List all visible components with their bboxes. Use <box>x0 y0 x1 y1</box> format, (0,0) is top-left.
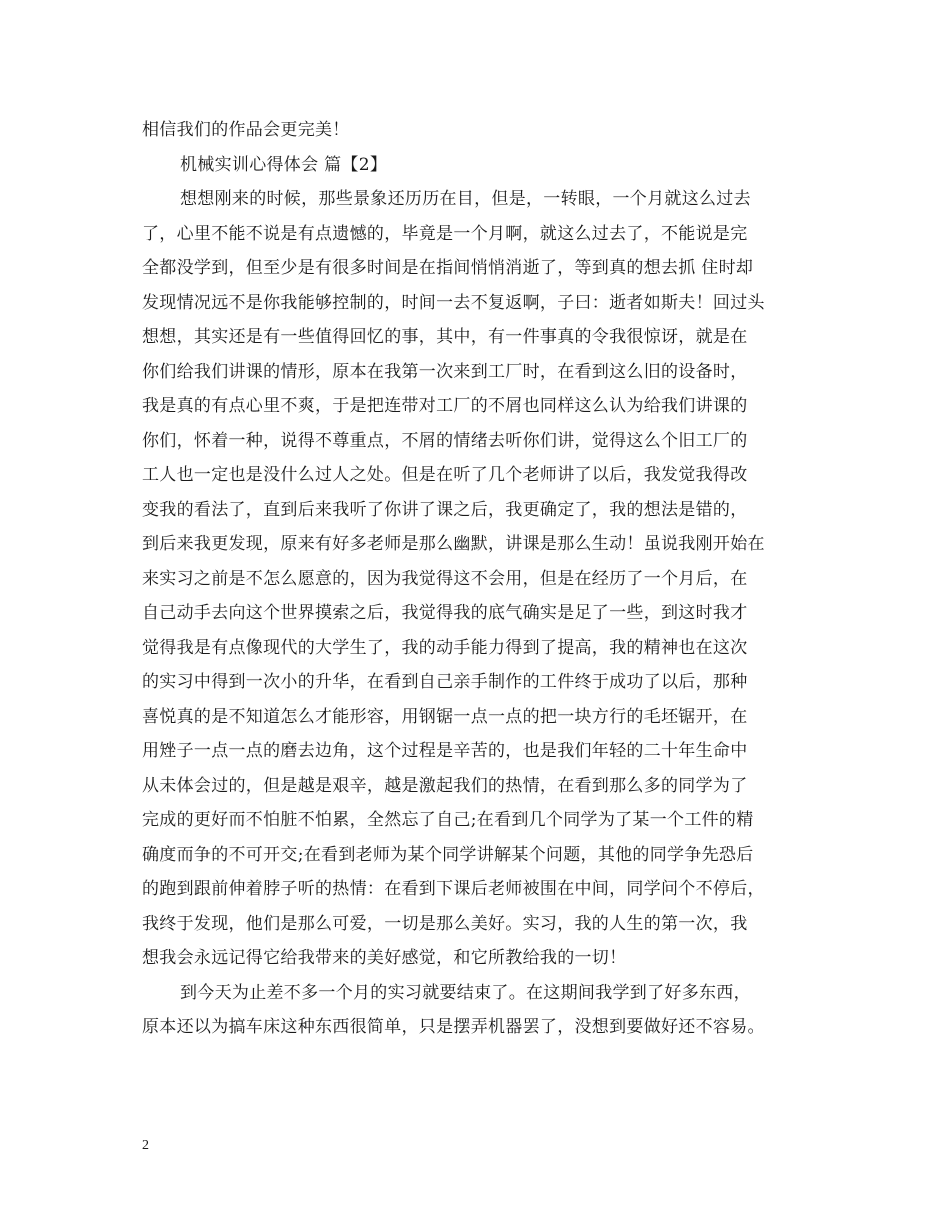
text-line: 我是真的有点心里不爽，于是把连带对工厂的不屑也同样这么认为给我们讲课的 <box>142 396 748 416</box>
text-line: 原本还以为搞车床这种东西很简单，只是摆弄机器罢了，没想到要做好还不容易。 <box>142 1017 765 1037</box>
document-body <box>142 113 832 1045</box>
text-line: 相信我们的作品会更完美！ <box>142 120 350 140</box>
text-line: 来实习之前是不怎么愿意的，因为我觉得这不会用，但是在经历了一个月后，在 <box>142 568 748 589</box>
text-line: 发现情况远不是你我能够控制的，时间一去不复返啊，子曰：逝者如斯夫！回过头 <box>142 292 765 313</box>
text-line: 确度而争的不可开交;在看到老师为某个同学讲解某个问题，其他的同学争先恐后 <box>142 844 754 865</box>
text-line: 工人也一定也是没什么过人之处。但是在听了几个老师讲了以后，我发觉我得改 <box>142 465 748 485</box>
text-line: 想想，其实还是有一些值得回忆的事，其中，有一件事真的令我很惊讶，就是在 <box>142 327 748 347</box>
section-heading: 机械实训心得体会 篇【2】 <box>180 154 388 175</box>
text-line: 你们，怀着一种，说得不尊重点，不屑的情绪去听你们讲，觉得这么个旧工厂的 <box>142 430 748 451</box>
text-line: 自己动手去向这个世界摸索之后，我觉得我的底气确实是足了一些，到这时我才 <box>142 603 748 623</box>
text-line: 觉得我是有点像现代的大学生了，我的动手能力得到了提高，我的精神也在这次 <box>142 637 748 658</box>
text-line: 喜悦真的是不知道怎么才能形容，用钢锯一点一点的把一块方行的毛坯锯开，在 <box>142 706 748 727</box>
text-line: 完成的更好而不怕脏不怕累，全然忘了自己;在看到几个同学为了某一个工件的精 <box>142 810 754 830</box>
text-line: 到今天为止差不多一个月的实习就要结束了。在这期间我学到了好多东西， <box>180 982 751 1003</box>
text-line: 从未体会过的，但是越是艰辛，越是激起我们的热情，在看到那么多的同学为了 <box>142 775 748 796</box>
text-line: 我终于发现，他们是那么可爱，一切是那么美好。实习，我的人生的第一次，我 <box>142 913 748 934</box>
text-line: 的实习中得到一次小的升华，在看到自己亲手制作的工件终于成功了以后，那种 <box>142 672 748 692</box>
text-line: 想我会永远记得它给我带来的美好感觉，和它所教给我的一切！ <box>142 948 627 968</box>
text-line: 想想刚来的时候，那些景象还历历在目，但是，一转眼，一个月就这么过去 <box>180 189 751 209</box>
text-line: 你们给我们讲课的情形，原本在我第一次来到工厂时，在看到这么旧的设备时， <box>142 361 748 382</box>
text-line: 用矬子一点一点的磨去边角，这个过程是辛苦的，也是我们年轻的二十年生命中 <box>142 741 748 761</box>
text-line: 到后来我更发现，原来有好多老师是那么幽默，讲课是那么生动！虽说我刚开始在 <box>142 534 765 554</box>
page-number: 2 <box>142 1138 149 1153</box>
text-line: 了，心里不能不说是有点遗憾的，毕竟是一个月啊，就这么过去了，不能说是完 <box>142 223 748 244</box>
text-line: 变我的看法了，直到后来我听了你讲了课之后，我更确定了，我的想法是错的， <box>142 499 748 520</box>
text-line: 全都没学到，但至少是有很多时间是在指间悄悄消逝了，等到真的想去抓 住时却 <box>142 258 754 278</box>
text-line: 的跑到跟前伸着脖子听的热情：在看到下课后老师被围在中间，同学问个不停后， <box>142 879 765 899</box>
